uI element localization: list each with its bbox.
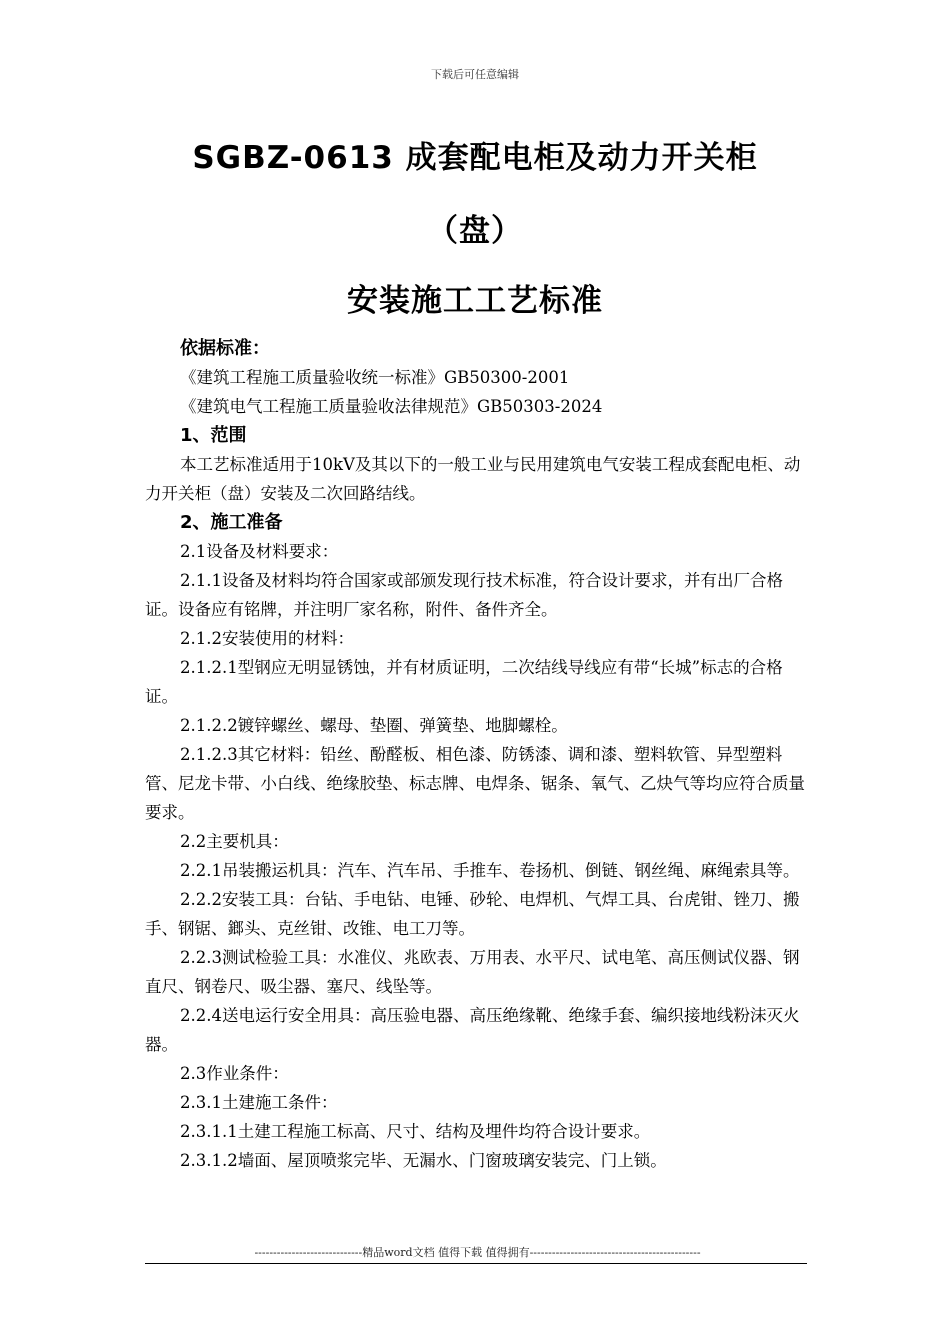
clause-2-2-2: 2.2.2安装工具：台钻、手电钻、电锤、砂轮、电焊机、气焊工具、台虎钳、锉刀、搬手、钢锯、鎯头、克丝钳、改锥、电工刀等。 [145,890,800,938]
section-1-heading: 1、范围 [180,425,247,446]
clause-2-1: 2.1设备及材料要求： [180,542,339,561]
clause-2-2-4: 2.2.4送电运行安全用具：高压验电器、高压绝缘靴、绝缘手套、编织接地线粉沫灭火器。 [145,1006,800,1054]
clause-2-1-2-2: 2.1.2.2镀锌螺丝、螺母、垫圈、弹簧垫、地脚螺栓。 [180,716,568,735]
clause-2-2-1: 2.2.1吊装搬运机具：汽车、汽车吊、手推车、卷扬机、倒链、钢丝绳、麻绳索具等。 [180,861,800,880]
clause-2-3: 2.3作业条件： [180,1064,289,1083]
standard-2: 《建筑电气工程施工质量验收法律规范》GB50303-2024 [180,397,603,416]
clause-2-3-1-2: 2.3.1.2墙面、屋顶喷浆完毕、无漏水、门窗玻璃安装完、门上锁。 [180,1151,667,1170]
clause-2-3-1: 2.3.1土建施工条件： [180,1093,338,1112]
clause-2-2-3: 2.2.3测试检验工具：水准仪、兆欧表、万用表、水平尺、试电笔、高压侧试仪器、钢直尺、钢卷尺、吸尘器、塞尺、线坠等。 [145,948,800,996]
clause-2-1-2-1: 2.1.2.1型钢应无明显锈蚀，并有材质证明，二次结线导线应有带“长城”标志的合格证。 [145,658,783,706]
clause-2-2: 2.2主要机具： [180,832,289,851]
section-1-text: 本工艺标准适用于10kV及其以下的一般工业与民用建筑电气安装工程成套配电柜、动力开关柜（盘）安装及二次回路结线。 [145,455,801,503]
document-body [145,334,810,1175]
title-line-1: SGBZ-0613 成套配电柜及动力开关柜 [192,140,758,176]
footer-note: -----------------------------精品word文档 值得下载 值得拥有---------------------------------------------- [254,1246,701,1259]
standard-1: 《建筑工程施工质量验收统一标准》GB50300-2001 [180,368,570,387]
clause-2-3-1-1: 2.3.1.1土建工程施工标高、尺寸、结构及埋件均符合设计要求。 [180,1122,651,1141]
title-line-2: （盘） [427,213,523,249]
header-note: 下载后可任意编辑 [431,68,519,81]
title-line-3: 安装施工工艺标准 [347,283,603,319]
footer-rule [145,1263,807,1264]
clause-2-1-1: 2.1.1设备及材料均符合国家或部颁发现行技术标准，符合设计要求，并有出厂合格证。设备应有铭牌，并注明厂家名称，附件、备件齐全。 [145,571,783,619]
clause-2-1-2: 2.1.2安装使用的材料： [180,629,354,648]
basis-heading: 依据标准： [180,338,270,359]
clause-2-1-2-3: 2.1.2.3其它材料：铅丝、酚醛板、相色漆、防锈漆、调和漆、塑料软管、异型塑料管、尼龙卡带、小白线、绝缘胶垫、标志牌、电焊条、锯条、氧气、乙炔气等均应符合质量要求。 [145,745,805,822]
section-2-heading: 2、施工准备 [180,512,283,533]
